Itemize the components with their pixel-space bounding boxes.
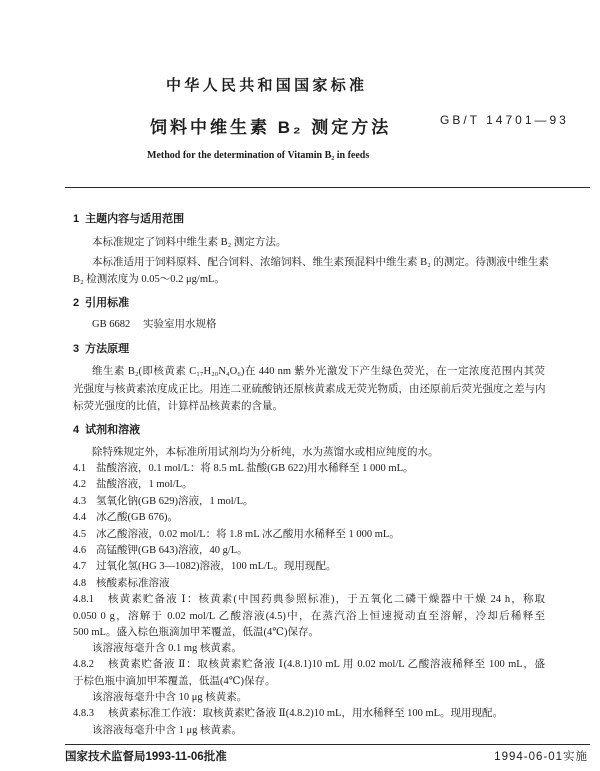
item-number: 4.3 — [73, 496, 87, 507]
item-text: 过氧化氢(HG 3—1082)溶液，100 mL/L。现用现配。 — [96, 561, 337, 572]
section-heading — [73, 424, 140, 437]
item-text: 0.050 0 g，溶解于 0.02 mol/L 乙酸溶液(4.5)中，在蒸汽浴上恒速搅动直至溶解，冷却后稀释至 — [73, 611, 545, 622]
document-title-en: Method for the determination of Vitamin B₂ in feeds — [147, 150, 370, 161]
item-note: 该溶液每毫升含 0.1 mg 核黄素。 — [92, 643, 242, 654]
paragraph-line: 除特殊规定外，本标准所用试剂均为分析纯，水为蒸馏水或相应纯度的水。 — [92, 447, 439, 458]
item-note: 该溶液每毫升中含 10 μg 核黄素。 — [92, 692, 248, 703]
item-number: 4.5 — [73, 529, 87, 540]
header-divider — [65, 187, 590, 188]
paragraph-line: 标荧光强度的比值，计算样品核黄素的含量。 — [73, 401, 283, 412]
item-text: 于棕色瓶中滴加甲苯覆盖，低温(4℃)保存。 — [73, 676, 276, 687]
section-heading — [73, 213, 184, 226]
section-title: 主题内容与适用范围 — [85, 213, 185, 225]
item-number: 4.8.3 — [73, 708, 94, 719]
item-text: 氢氧化钠(GB 629)溶液，1 mol/L。 — [96, 496, 254, 507]
item-text: 盐酸溶液，0.1 mol/L：将 8.5 mL 盐酸(GB 622)用水稀释至 1 000 mL。 — [96, 463, 414, 474]
standard-code: GB/T 14701—93 — [440, 113, 569, 127]
section-number: 2 — [73, 297, 80, 309]
paragraph-line: 光强度与核黄素浓度成正比。用连二亚硫酸钠还原核黄素成无荧光物质，由还原前后荧光强度之差与内 — [73, 384, 546, 395]
approval-date: 国家技术监督局1993-11-06批准 — [65, 751, 227, 763]
item-note: 该溶液每毫升中含 1 μg 核黄素。 — [92, 725, 243, 736]
item-number: 4.7 — [73, 561, 87, 572]
paragraph-line: 维生素 B₂(即核黄素 C₁₇H₂₀N₄O₆)在 440 nm 紫外光激发下产生绿色荧光，在一定浓度范围内其荧 — [92, 366, 545, 377]
section-title: 试剂和溶液 — [85, 424, 141, 436]
item-number: 4.2 — [73, 479, 87, 490]
item-number: 4.4 — [73, 512, 87, 523]
section-heading — [73, 343, 129, 356]
reference-code: GB 6682 — [92, 319, 131, 330]
item-text: 盐酸溶液，1 mol/L。 — [96, 479, 193, 490]
item-number: 4.6 — [73, 545, 87, 556]
paragraph-line: 本标准适用于饲料原料、配合饲料、浓缩饲料、维生素预混料中维生素 B₂ 的测定。待测液中维生素 — [92, 257, 549, 268]
item-text: 核黄素贮备液 Ⅱ：取核黄素贮备液 Ⅰ(4.8.1)10 mL 用 0.02 mol/L 乙酸溶液稀释至 100 mL，盛 — [108, 659, 545, 670]
item-number: 4.1 — [73, 463, 87, 474]
item-text: 冰乙酸(GB 676)。 — [96, 512, 178, 523]
document-title-cn: 饲料中维生素 B₂ 测定方法 — [150, 118, 392, 137]
item-text: 冰乙酸溶液，0.02 mol/L：将 1.8 mL 冰乙酸用水稀释至 1 000 mL。 — [96, 529, 400, 540]
national-standard-label: 中华人民共和国国家标准 — [166, 77, 368, 94]
section-title: 引用标准 — [85, 297, 130, 309]
paragraph-line: 本标准规定了饲料中维生素 B₂ 测定方法。 — [92, 237, 287, 248]
item-text: 高锰酸钾(GB 643)溶液，40 g/L。 — [96, 545, 248, 556]
paragraph-line: B₂ 检测浓度为 0.05～0.2 μg/mL。 — [73, 274, 225, 285]
item-text: 核黄素贮备液 Ⅰ：核黄素(中国药典参照标准)，于五氧化二磷干燥器中干燥 24 h，称取 — [108, 594, 545, 605]
item-text: 核黄素标准工作液：取核黄素贮备液 Ⅱ(4.8.2)10 mL，用水稀释至 100 mL。现用现配。 — [108, 708, 504, 719]
section-number: 1 — [73, 213, 80, 225]
footer-divider — [65, 744, 590, 745]
item-number: 4.8.1 — [73, 594, 94, 605]
section-number: 4 — [73, 424, 80, 436]
item-text: 核酸素标准溶液 — [96, 578, 170, 589]
section-number: 3 — [73, 343, 80, 355]
implementation-date: 1994-06-01实施 — [494, 751, 588, 763]
reference-name: 实验室用水规格 — [143, 319, 217, 330]
section-heading — [73, 297, 129, 310]
section-title: 方法原理 — [85, 343, 130, 355]
item-number: 4.8.2 — [73, 659, 94, 670]
item-number: 4.8 — [73, 578, 87, 589]
item-text: 500 mL。盛入棕色瓶滴加甲苯覆盖，低温(4℃)保存。 — [73, 627, 319, 638]
